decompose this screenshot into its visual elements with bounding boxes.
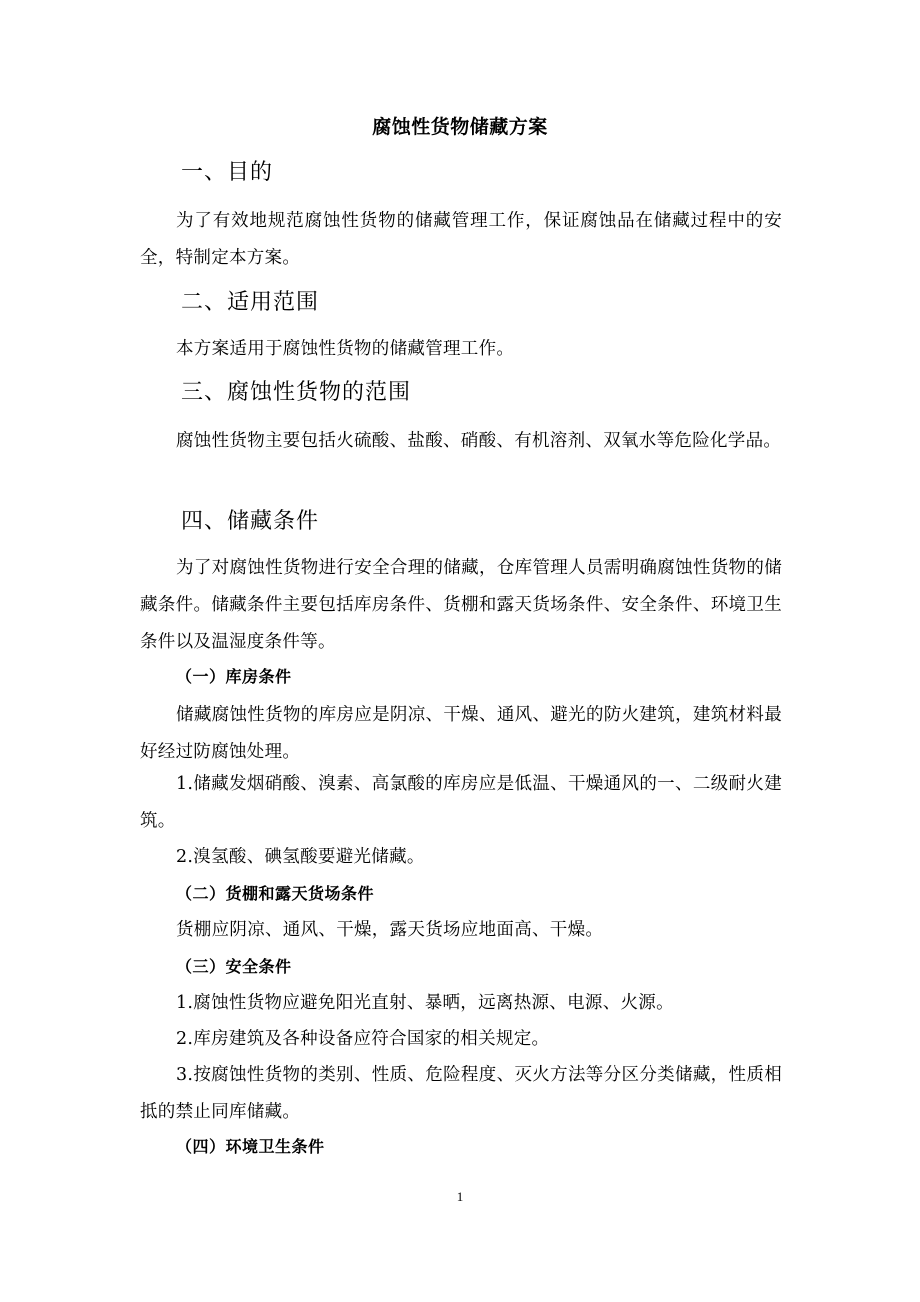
section-scope-paragraph: 本方案适用于腐蚀性货物的储藏管理工作。 (176, 339, 515, 359)
section-purpose-paragraph: 为了有效地规范腐蚀性货物的储藏管理工作，保证腐蚀品在储藏过程中的安全，特制定本方案。 (140, 211, 782, 268)
warehouse-item-1: 1.储藏发烟硝酸、溴素、高氯酸的库房应是低温、干燥通风的一、二级耐火建筑。 (140, 774, 782, 831)
subsection-heading-warehouse: （一）库房条件 (176, 667, 292, 686)
safety-item-3: 3.按腐蚀性货物的类别、性质、危险程度、灭火方法等分区分类储藏，性质相抵的禁止同库储藏。 (140, 1065, 782, 1122)
safety-item-2: 2.库房建筑及各种设备应符合国家的相关规定。 (176, 1029, 550, 1049)
section-heading-purpose: 一、目的 (181, 160, 274, 185)
shed-yard-paragraph: 货棚应阴凉、通风、干燥，露天货场应地面高、干燥。 (176, 920, 604, 940)
subsection-heading-environment: （四）环境卫生条件 (176, 1137, 325, 1156)
section-goods-range-paragraph: 腐蚀性货物主要包括火硫酸、盐酸、硝酸、有机溶剂、双氧水等危险化学品。 (176, 431, 782, 451)
page-number: 1 (456, 1189, 464, 1204)
section-storage-conditions-paragraph: 为了对腐蚀性货物进行安全合理的储藏，仓库管理人员需明确腐蚀性货物的储藏条件。储藏条件主要包括库房条件、货棚和露天货场条件、安全条件、环境卫生条件以及温湿度条件等。 (140, 558, 782, 652)
document-title: 腐蚀性货物储藏方案 (372, 116, 548, 138)
safety-item-1: 1.腐蚀性货物应避免阳光直射、暴晒，远离热源、电源、火源。 (176, 993, 674, 1013)
warehouse-paragraph: 储藏腐蚀性货物的库房应是阴凉、干燥、通风、避光的防火建筑，建筑材料最好经过防腐蚀处理。 (140, 705, 782, 762)
section-heading-storage-conditions: 四、储藏条件 (181, 509, 320, 534)
section-heading-goods-range: 三、腐蚀性货物的范围 (181, 380, 412, 405)
subsection-heading-shed-yard: （二）货棚和露天货场条件 (176, 884, 375, 903)
warehouse-item-2: 2.溴氢酸、碘氢酸要避光储藏。 (176, 847, 425, 867)
subsection-heading-safety: （三）安全条件 (176, 957, 292, 976)
section-heading-scope: 二、适用范围 (181, 290, 320, 315)
